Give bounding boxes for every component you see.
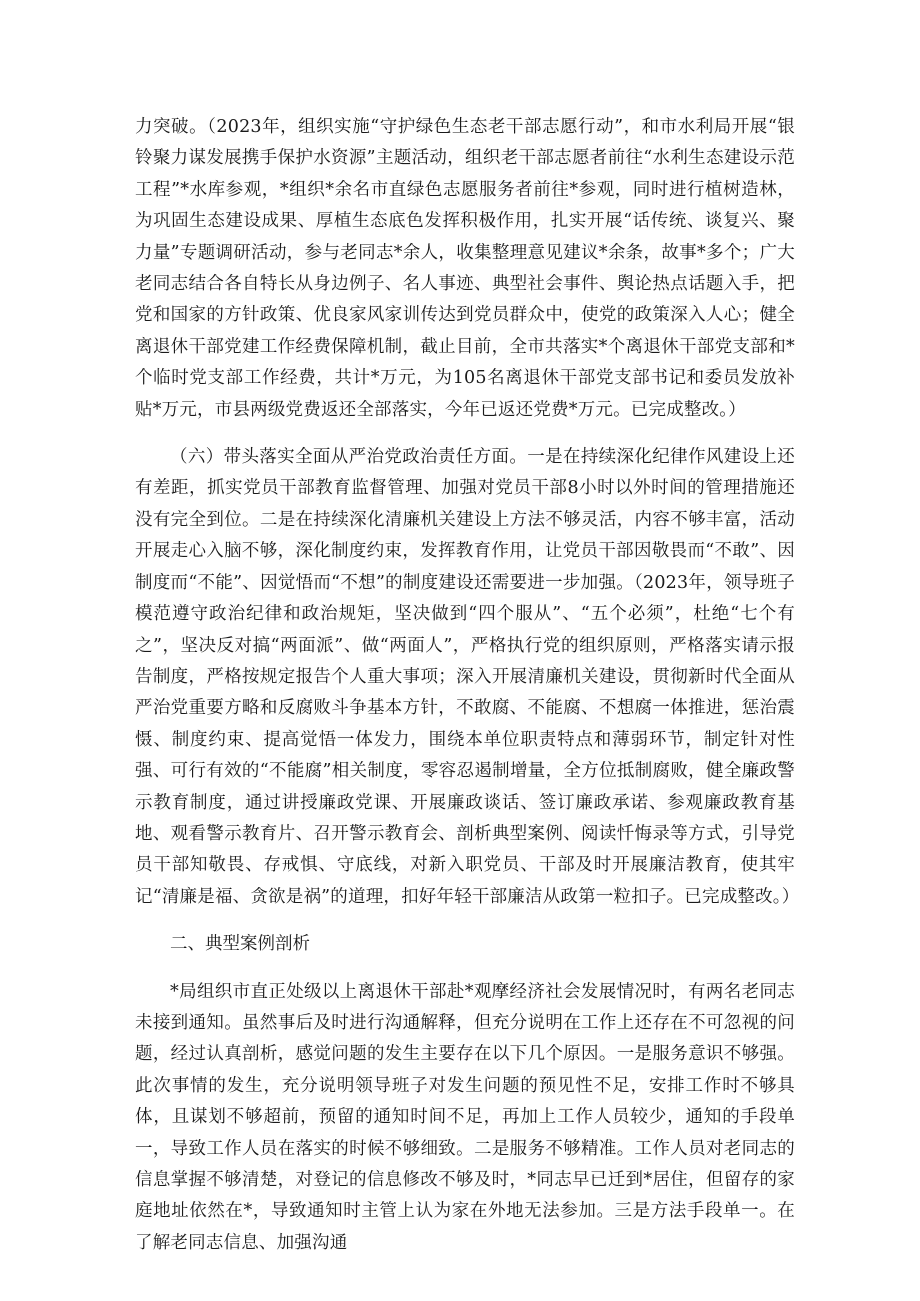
paragraph-gap [135, 961, 795, 977]
paragraph-gap [135, 426, 795, 442]
paragraph-case-analysis: *局组织市直正处级以上离退休干部赴*观摩经济社会发展情况时，有两名老同志未接到通知。虽然事后及时进行沟通解释，但充分说明在工作上还存在不可忽视的问题，经过认真剖析，感觉问题的发生主要存在以下几个原因。一是服务意识不够强。此次事情的发生，充分说明领导班子对发生问题的预见性不足，安排工作时不够具体，且谋划不够超前，预留的通知时间不足，再加上工作人员较少，通知的手段单一，导致工作人员在落实的时候不够细致。二是服务不够精准。工作人员对老同志的信息掌握不够清楚，对登记的信息修改不够及时，*同志早已迁到*居住，但留存的家庭地址依然在*，导致通知时主管上认为家在外地无法参加。三是方法手段单一。在了解老同志信息、加强沟通 [135, 981, 795, 1253]
section-heading: 二、典型案例剖析 [170, 934, 310, 955]
paragraph-gap [135, 913, 795, 929]
document-page [135, 112, 800, 1259]
paragraph-section-six: （六）带头落实全面从严治党政治责任方面。一是在持续深化纪律作风建设上还有差距，抓实党员干部教育监督管理、加强对党员干部8小时以外时间的管理措施还没有完全到位。二是在持续深化清廉机关建设上方法不够灵活，内容不够丰富，活动开展走心入脑不够，深化制度约束，发挥教育作用，让党员干部因敬畏而“不敢”、因制度而“不能”、因觉悟而“不想”的制度建设还需要进一步加强。（2023年，领导班子模范遵守政治纪律和政治规矩，坚决做到“四个服从”、“五个必须”，杜绝“七个有之”，坚决反对搞“两面派”、做“两面人”，严格执行党的组织原则，严格落实请示报告制度，严格按规定报告个人重大事项；深入开展清廉机关建设，贯彻新时代全面从严治党重要方略和反腐败斗争基本方针，不敢腐、不能腐、不想腐一体推进，惩治震慑、制度约束、提高觉悟一体发力，围绕本单位职责特点和薄弱环节，制定针对性强、可行有效的“不能腐”相关制度，零容忍遏制增量，全方位抵制腐败，健全廉政警示教育制度，通过讲授廉政党课、开展廉政谈话、签订廉政承诺、参观廉政教育基地、观看警示教育片、召开警示教育会、剖析典型案例、阅读忏悔录等方式，引导党员干部知敬畏、存戒惧、守底线，对新入职党员、干部及时开展廉洁教育，使其牢记“清廉是福、贪欲是祸”的道理，扣好年轻干部廉洁从政第一粒扣子。已完成整改。） [135, 447, 800, 907]
paragraph-continuation: 力突破。（2023年，组织实施“守护绿色生态老干部志愿行动”，和市水利局开展“银铃聚力谋发展携手保护水资源”主题活动，组织老干部志愿者前往“水利生态建设示范工程”*水库参观，*组织*余名市直绿色志愿服务者前往*参观，同时进行植树造林，为巩固生态建设成果、厚植生态底色发挥积极作用，扎实开展“话传统、谈复兴、聚力量”专题调研活动，参与老同志*余人，收集整理意见建议*余条，故事*多个；广大老同志结合各自特长从身边例子、名人事迹、典型社会事件、舆论热点话题入手，把党和国家的方针政策、优良家风家训传达到党员群众中，使党的政策深入人心；健全离退休干部党建工作经费保障机制，截止目前，全市共落实*个离退休干部党支部和*个临时党支部工作经费，共计*万元，为105名离退休干部党支部书记和委员发放补贴*万元，市县两级党费返还全部落实，今年已返还党费*万元。已完成整改。） [135, 117, 795, 420]
